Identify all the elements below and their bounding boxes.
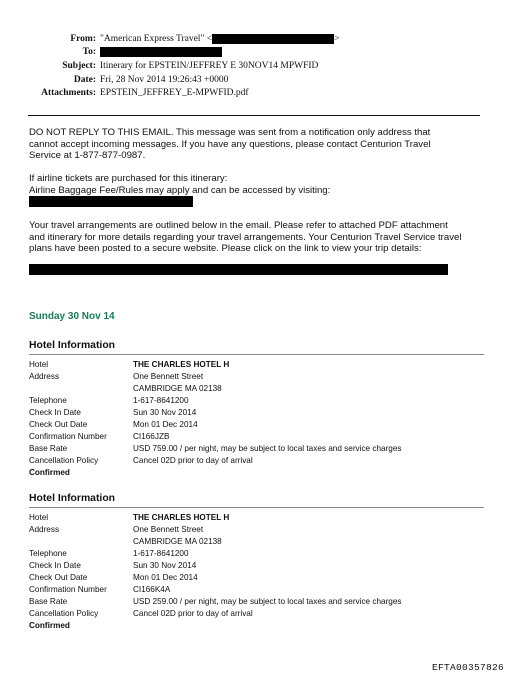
- detail-key: Hotel: [29, 359, 49, 369]
- detail-value: Mon 01 Dec 2014: [133, 572, 198, 582]
- hotel-info-block: [29, 340, 489, 478]
- subject-row: [0, 59, 512, 73]
- from-row: [0, 32, 512, 46]
- detail-row-base-rate: [29, 442, 489, 454]
- detail-key: Check Out Date: [29, 572, 88, 582]
- detail-row-address: [29, 523, 489, 535]
- attachments-row: [0, 86, 512, 100]
- detail-value: One Bennett Street: [133, 371, 204, 381]
- arrangements-line: and itinerary for more details regarding your travel arrangements. Your Centurion Travel Service travel: [29, 231, 462, 243]
- from-close: >: [334, 33, 340, 44]
- notice-line: DO NOT REPLY TO THIS EMAIL. This message was sent from a notification only address that: [29, 127, 431, 138]
- detail-value: CAMBRIDGE MA 02138: [133, 383, 222, 393]
- detail-value: Cancel 02D prior to day of arrival: [133, 455, 253, 465]
- detail-key: Check In Date: [29, 407, 81, 417]
- detail-value: Mon 01 Dec 2014: [133, 419, 198, 429]
- arrangements-line: plans have been posted to a secure website. Please click on the link to view your trip details:: [29, 243, 422, 255]
- hotel-info-title: Hotel Information: [29, 340, 116, 351]
- date-value: Fri, 28 Nov 2014 19:26:43 +0000: [100, 74, 229, 85]
- detail-value: CI166JZB: [133, 431, 170, 441]
- airline-line: Airline Baggage Fee/Rules may apply and can be accessed by visiting:: [29, 184, 331, 196]
- redacted-to-address: [100, 47, 222, 57]
- detail-row-telephone: [29, 394, 489, 406]
- detail-value: USD 259.00 / per night, may be subject to local taxes and service charges: [133, 596, 402, 606]
- do-not-reply-notice: [29, 127, 499, 162]
- detail-key: Hotel: [29, 512, 49, 522]
- detail-value: THE CHARLES HOTEL H: [133, 359, 230, 369]
- detail-key: Address: [29, 371, 60, 381]
- detail-key: Confirmation Number: [29, 431, 107, 441]
- detail-row-address-2: [29, 382, 489, 394]
- redacted-from-address: [212, 34, 334, 44]
- redacted-trip-link: [29, 264, 448, 275]
- detail-value: CAMBRIDGE MA 02138: [133, 536, 222, 546]
- detail-row-base-rate: [29, 595, 489, 607]
- detail-row-cancellation: [29, 607, 489, 619]
- detail-value: Sun 30 Nov 2014: [133, 560, 197, 570]
- status-confirmed: Confirmed: [29, 620, 70, 630]
- hotel-info-divider: [29, 507, 484, 508]
- subject-label: Subject:: [62, 60, 96, 71]
- detail-row-confirmation: [29, 583, 489, 595]
- hotel-info-title: Hotel Information: [29, 493, 116, 504]
- detail-value: One Bennett Street: [133, 524, 204, 534]
- detail-value: Cancel 02D prior to day of arrival: [133, 608, 253, 618]
- arrangements-paragraph: [29, 220, 499, 255]
- header-divider: [28, 115, 480, 116]
- detail-row-check-out: [29, 571, 489, 583]
- detail-key: Check Out Date: [29, 419, 88, 429]
- attachment-file[interactable]: EPSTEIN_JEFFREY_E-MPWFID.pdf: [100, 88, 249, 99]
- status-confirmed: Confirmed: [29, 467, 70, 477]
- hotel-info-block: [29, 493, 489, 631]
- detail-key: Cancellation Policy: [29, 455, 99, 465]
- detail-value: 1-617-8641200: [133, 548, 189, 558]
- detail-value: 1-617-8641200: [133, 395, 189, 405]
- from-name: "American Express Travel" <: [100, 33, 213, 44]
- detail-key: Telephone: [29, 548, 67, 558]
- detail-key: Base Rate: [29, 596, 68, 606]
- detail-row-address-2: [29, 535, 489, 547]
- detail-row-confirmation: [29, 430, 489, 442]
- notice-line: cannot accept incoming messages. If you have any questions, please contact Centurion Travel: [29, 138, 431, 150]
- date-label: Date:: [73, 74, 96, 85]
- detail-value: Sun 30 Nov 2014: [133, 407, 197, 417]
- attachments-label: Attachments:: [41, 88, 96, 99]
- arrangements-line: Your travel arrangements are outlined below in the email. Please refer to attached PDF attachment: [29, 220, 448, 231]
- detail-key: Base Rate: [29, 443, 68, 453]
- document-id: EFTA00357826: [431, 662, 504, 673]
- date-row: [0, 73, 512, 87]
- day-heading: Sunday 30 Nov 14: [29, 311, 115, 322]
- detail-row-check-in: [29, 559, 489, 571]
- detail-row-hotel: [29, 511, 489, 523]
- detail-row-telephone: [29, 547, 489, 559]
- detail-value: THE CHARLES HOTEL H: [133, 512, 230, 522]
- to-row: [0, 46, 512, 60]
- detail-value: USD 759.00 / per night, may be subject to local taxes and service charges: [133, 443, 402, 453]
- detail-key: Check In Date: [29, 560, 81, 570]
- airline-notice: [29, 173, 499, 196]
- from-value: [100, 34, 339, 44]
- notice-line: Service at 1-877-877-0987.: [29, 150, 146, 162]
- detail-key: Address: [29, 524, 60, 534]
- detail-value: CI166K4A: [133, 584, 171, 594]
- redacted-baggage-link: [29, 196, 193, 207]
- detail-row-check-out: [29, 418, 489, 430]
- detail-row-hotel: [29, 358, 489, 370]
- to-label: To:: [82, 47, 96, 58]
- detail-row-address: [29, 370, 489, 382]
- detail-row-cancellation: [29, 454, 489, 466]
- detail-key: Confirmation Number: [29, 584, 107, 594]
- email-header: [0, 32, 512, 100]
- hotel-info-divider: [29, 354, 484, 355]
- airline-line: If airline tickets are purchased for this itinerary:: [29, 173, 228, 184]
- from-label: From:: [70, 33, 96, 44]
- subject-value: Itinerary for EPSTEIN/JEFFREY E 30NOV14 MPWFID: [100, 60, 319, 71]
- detail-key: Telephone: [29, 395, 67, 405]
- detail-key: Cancellation Policy: [29, 608, 99, 618]
- detail-row-check-in: [29, 406, 489, 418]
